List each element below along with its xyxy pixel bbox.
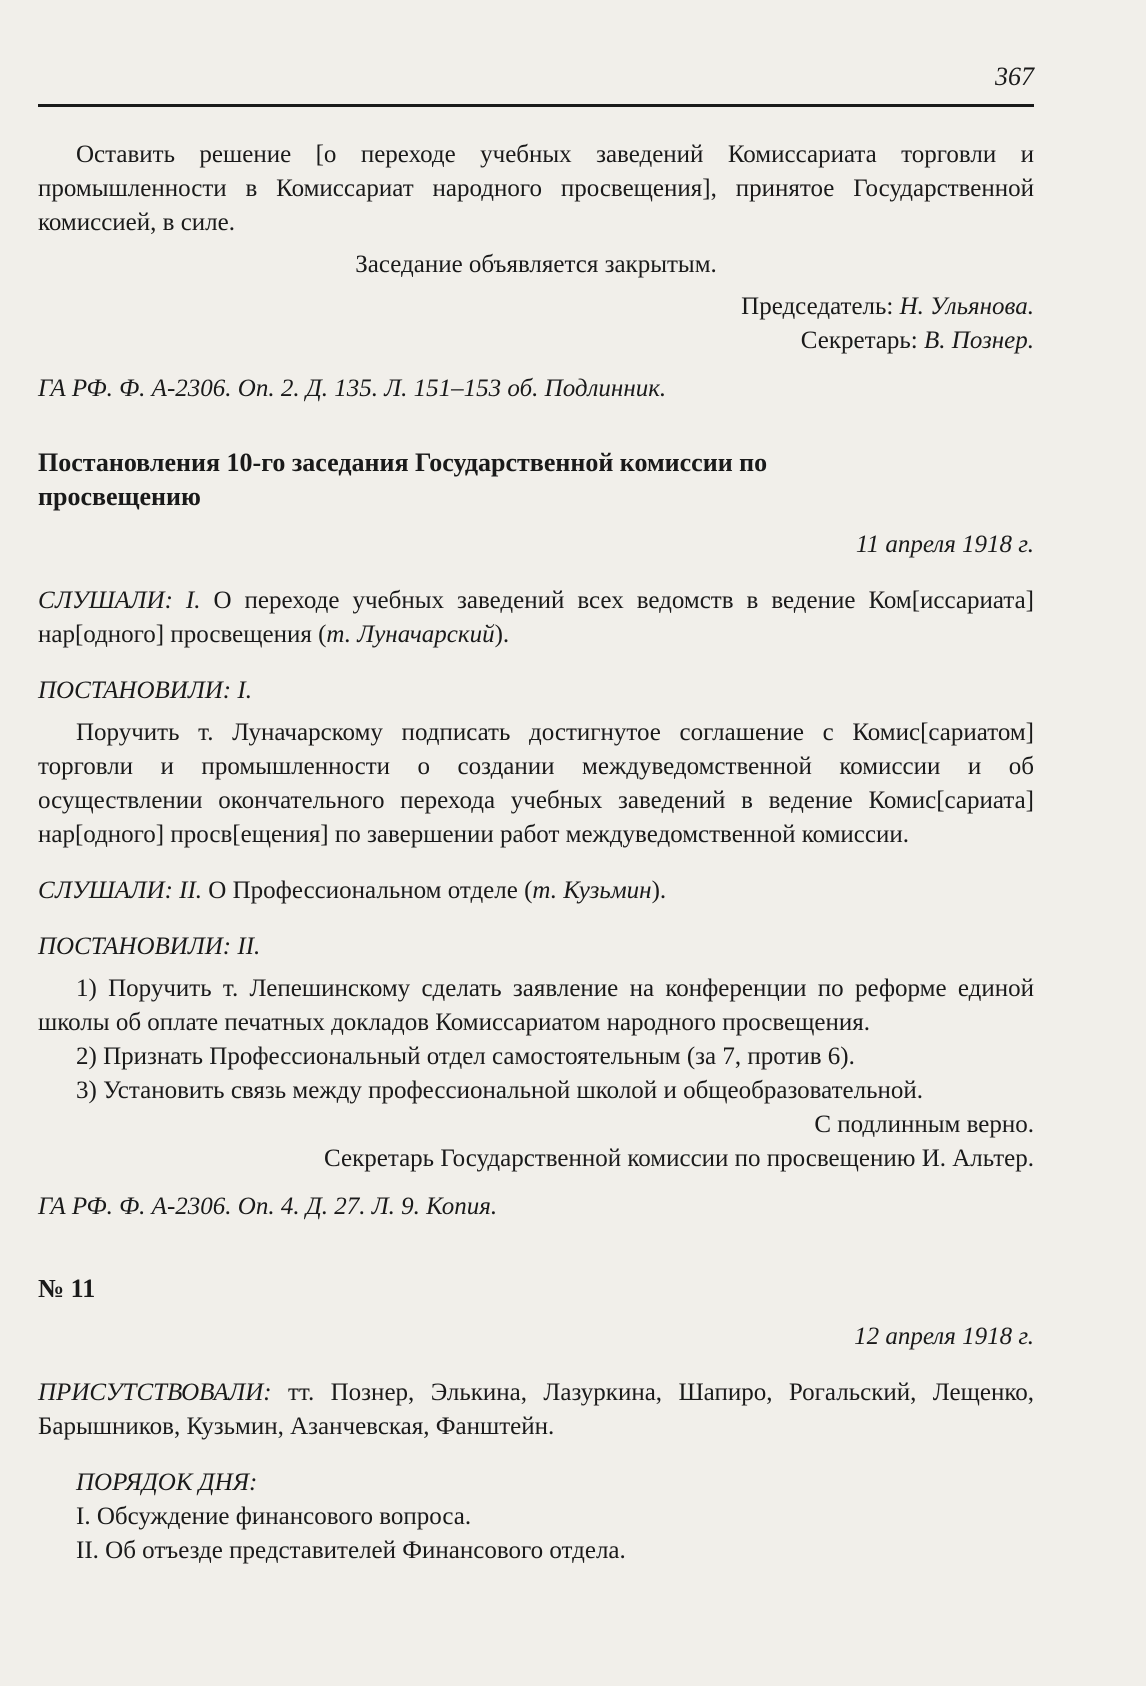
section-date: 11 апреля 1918 г. <box>855 531 1034 558</box>
resolved-1-label: ПОСТАНОВИЛИ: I. <box>38 677 252 704</box>
chair-name: Н. Ульянова. <box>899 293 1034 320</box>
heard-2 <box>38 874 1034 908</box>
heard-1-speaker: т. Луначарский <box>326 621 495 648</box>
heard-2-end: ). <box>651 877 667 904</box>
page-number: 367 <box>995 62 1034 91</box>
heard-2-label: СЛУШАЛИ: II. <box>38 877 203 904</box>
resolved-2-item-1: 1) Поручить т. Лепешинскому сделать заявление на конференции по реформе единой школы об оплате печатных докладов Комиссариатом народного просвещения. <box>38 975 1034 1036</box>
secretary-label: Секретарь: <box>800 327 924 354</box>
secretary-alter-signature: Секретарь Государственной комиссии по просвещению И. Альтер. <box>324 1145 1034 1172</box>
heard-2-text: О Профессиональном отделе ( <box>202 877 533 904</box>
certified-line: С подлинным верно. <box>814 1111 1034 1138</box>
chair-signature <box>38 290 1034 324</box>
page-content <box>38 138 1034 1568</box>
secretary-signature <box>38 324 1034 358</box>
secretary-name: В. Познер. <box>924 327 1034 354</box>
heard-2-speaker: т. Кузьмин <box>532 877 652 904</box>
archive-reference-2: ГА РФ. Ф. А-2306. Оп. 4. Д. 27. Л. 9. Копия. <box>38 1193 498 1220</box>
heard-1 <box>38 584 1034 652</box>
decision-paragraph: Оставить решение [о переходе учебных заведений Комиссариата торговли и промышленности в Комиссариат народного просвещения], принятое Государственной комиссией, в силе. <box>38 141 1034 236</box>
resolved-2-label: ПОСТАНОВИЛИ: II. <box>38 933 261 960</box>
attendees-text: тт. Познер, Элькина, Лазуркина, Шапиро, Рогальский, Лещенко, Барышников, Кузьмин, Азанчевская, Фанштейн. <box>38 1379 1034 1440</box>
heard-1-label: СЛУШАЛИ: I. <box>38 587 201 614</box>
chair-label: Председатель: <box>741 293 900 320</box>
document-date: 12 апреля 1918 г. <box>854 1323 1034 1350</box>
agenda-item-2: II. Об отъезде представителей Финансового отдела. <box>76 1537 626 1564</box>
attendees-label: ПРИСУТСТВОВАЛИ: <box>38 1379 272 1406</box>
resolved-2-item-2: 2) Признать Профессиональный отдел самостоятельным (за 7, против 6). <box>76 1043 855 1070</box>
meeting-closed-line: Заседание объявляется закрытым. <box>355 251 717 278</box>
archive-reference-1: ГА РФ. Ф. А-2306. Оп. 2. Д. 135. Л. 151–153 об. Подлинник. <box>38 375 667 402</box>
agenda-label: ПОРЯДОК ДНЯ: <box>76 1469 258 1496</box>
resolved-2-item-3: 3) Установить связь между профессиональной школой и общеобразовательной. <box>76 1077 924 1104</box>
document-number: № 11 <box>38 1274 96 1303</box>
running-header <box>38 60 1034 107</box>
heard-1-text: О переходе учебных заведений всех ведомств в ведение Ком[иссариата] нар[одного] просвещения ( <box>38 587 1034 648</box>
agenda-item-1: I. Обсуждение финансового вопроса. <box>76 1503 472 1530</box>
resolved-1-text: Поручить т. Луначарскому подписать достигнутое соглашение с Комис[сариатом] торговли и промышленности о создании междуведомственной комиссии и об осуществлении окончательного перехода учебных заведений в ведение Комис[сариата] нар[одного] просв[ещения] по завершении работ междуведомственной комиссии. <box>38 719 1034 848</box>
heard-1-end: ). <box>494 621 510 648</box>
attendees <box>38 1376 1034 1444</box>
section-title: Постановления 10-го заседания Государственной комиссии по просвещению <box>38 448 768 511</box>
